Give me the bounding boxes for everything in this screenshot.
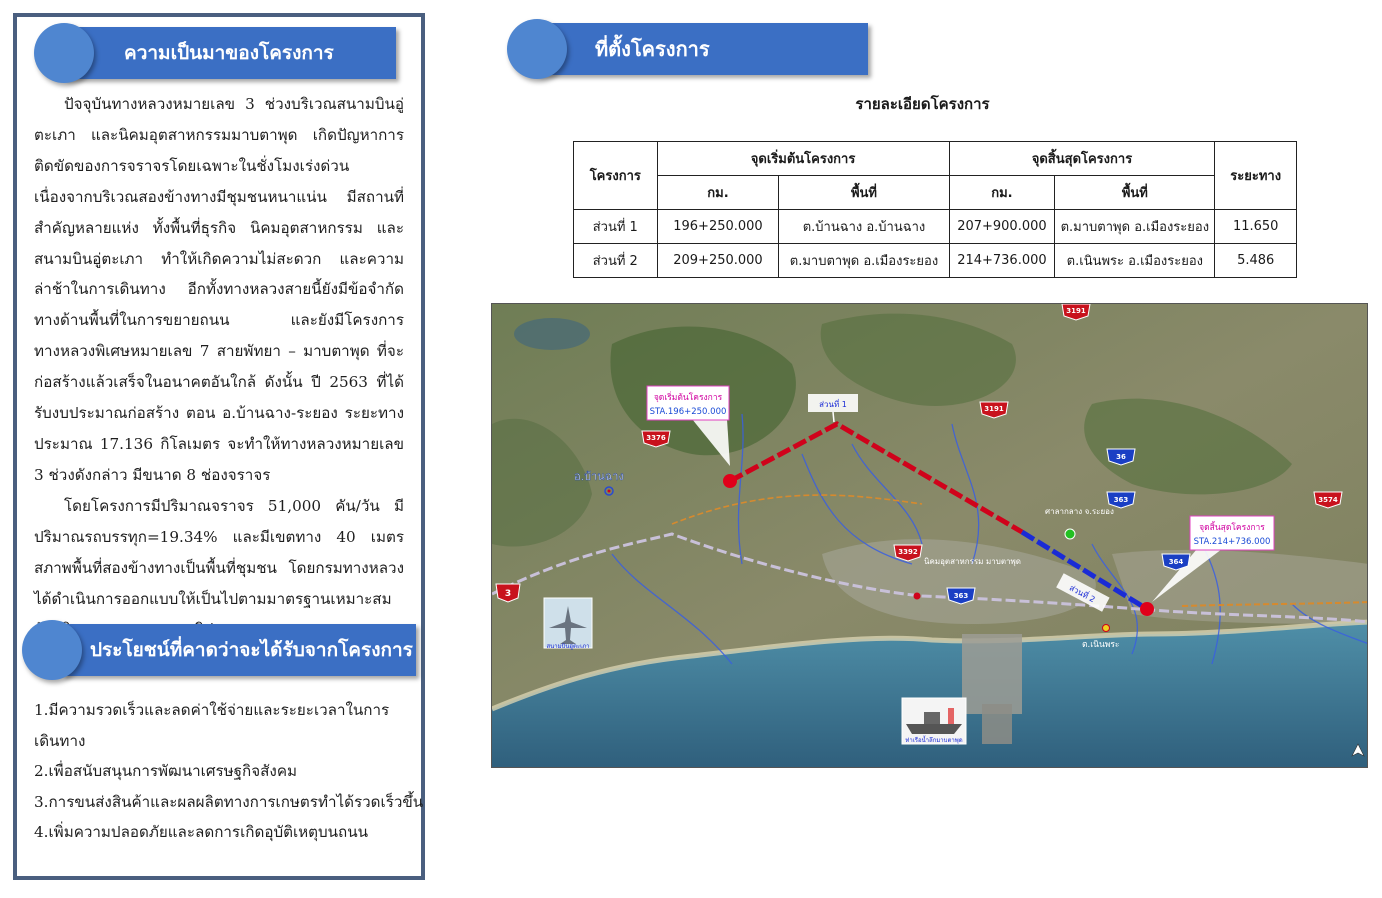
background-section-header [34,27,396,79]
background-paragraph-2: โดยโครงการมีปริมาณจราจร 51,000 คัน/วัน มีปริมาณรถบรรทุก=19.34% และมีเขตทาง 40 เมตร สภาพพื้นที่สองข้างทางเป็นพื้นที่ชุมชน โดยกรมทางหลวงได้ดำเนินการออกแบบให้เป็นไปตามมาตรฐานเหมาะสม [34,496,404,608]
airport-label: สนามบินอู่ตะเภา [546,643,590,650]
end-callout-title: จุดสิ้นสุดโครงการ [1199,523,1265,533]
background-paragraph-1: ปัจจุบันทางหลวงหมายเลข 3 ช่วงบริเวณสนามบินอู่ตะเภา และนิคมอุตสาหกรรมมาบตาพุด เกิดปัญหาการติดขัดของการจราจรโดยเฉพาะในชั่งโมงเร่งด่วน เนื่องจากบริเวณสองข้างทางมีชุมชนหนาแน่น มีสถานที่สำคัญหลายแห่ง ทั้งพื้นที่ธุรกิจ นิคมอุตสาหกรรม และสนามบินอู่ตะเภา ทำให้เกิดความไม่สะดวก และความล่าช้าในการเดินทาง อีกทั้งทางหลวงสายนี้ยังมีข้อจำกัดทางด้านพื้นที่ในการขยายถนน และยังมีโครงการทางหลวงพิเศษหมายเลข 7 สายพัทยา – มาบตาพุด ที่จะก่อสร้างแล้วเสร็จในอนาคตอันใกล้ ดังนั้น ปี 2563 ที่ได้รับงบประมาณก่อสร้าง ตอน อ.บ้านฉาง-ระยอง ระยะทางประมาณ 17.136 กิโลเมตร จะทำให้ทางหลวงหมายเลข 3 ช่วงดังกล่าว มีขนาด 8 ช่องจราจร [34,95,404,484]
header-start: จุดเริ่มต้นโครงการ [657,142,949,176]
svg-text:3191: 3191 [1066,307,1086,315]
benefits-list [34,695,424,848]
cell-start-km: 196+250.000 [657,210,779,244]
table-header-row-2 [574,176,1297,210]
svg-text:36: 36 [1116,453,1126,461]
table-caption: รายละเอียดโครงการ [855,95,990,113]
header-end-area: พื้นที่ [1055,176,1215,210]
header-start-km: กม. [657,176,779,210]
port-label: ท่าเรือน้ำลึกมาบตาพุด [905,737,963,744]
cell-distance: 11.650 [1215,210,1297,244]
benefit-item-4: 4.เพิ่มความปลอดภัยและลดการเกิดอุบัติเหตุบนถนน [34,823,368,841]
header-start-area: พื้นที่ [779,176,949,210]
svg-text:3574: 3574 [1318,496,1338,504]
background-section-title: ความเป็นมาของโครงการ [124,42,334,64]
end-point-marker [1140,602,1154,616]
cell-part: ส่วนที่ 2 [574,244,658,278]
svg-text:363: 363 [1113,496,1129,504]
cell-end-km: 207+900.000 [949,210,1055,244]
benefit-item-2: 2.เพื่อสนับสนุนการพัฒนาเศรษฐกิจสังคม [34,762,297,780]
cell-start-area: ต.บ้านฉาง อ.บ้านฉาง [779,210,949,244]
benefit-item-3: 3.การขนส่งสินค้าและผลผลิตทางการเกษตรทำได้รวดเร็วขึ้น [34,792,424,811]
cell-start-km: 209+250.000 [657,244,779,278]
background-body [34,89,404,645]
place-noenphra: ต.เนินพระ [1082,640,1120,650]
place-industrial: นิคมอุตสาหกรรม มาบตาพุด [924,557,1021,566]
benefit-item-1: 1.มีความรวดเร็วและลดค่าใช้จ่ายและระยะเวลาในการเดินทาง [34,701,390,750]
header-end: จุดสิ้นสุดโครงการ [949,142,1215,176]
svg-text:3: 3 [504,589,512,599]
header-project: โครงการ [574,142,658,210]
cell-part: ส่วนที่ 1 [574,210,658,244]
table-row [574,244,1297,278]
place-banchang: อ.บ้านฉาง [574,470,624,483]
cell-end-area: ต.เนินพระ อ.เมืองระยอง [1055,244,1215,278]
location-section-header [507,23,868,75]
svg-text:364: 364 [1168,558,1184,566]
end-callout-sta: STA.214+736.000 [1193,537,1271,547]
table-header-row-1 [574,142,1297,176]
cell-end-area: ต.มาบตาพุด อ.เมืองระยอง [1055,210,1215,244]
header-end-km: กม. [949,176,1055,210]
svg-text:3376: 3376 [646,434,666,442]
project-detail-table [573,141,1297,278]
svg-text:3392: 3392 [898,548,918,556]
header-distance: ระยะทาง [1215,142,1297,210]
place-salaklang: ศาลากลาง จ.ระยอง [1045,507,1114,516]
benefits-section-title: ประโยชน์ที่คาดว่าจะได้รับจากโครงการ [90,639,413,661]
start-callout-sta: STA.196+250.000 [649,407,727,417]
start-callout-title: จุดเริ่มต้นโครงการ [653,393,723,403]
svg-text:363: 363 [953,592,969,600]
table-row [574,210,1297,244]
cell-distance: 5.486 [1215,244,1297,278]
svg-text:3191: 3191 [984,405,1004,413]
cell-start-area: ต.มาบตาพุด อ.เมืองระยอง [779,244,949,278]
part-2-label: ส่วนที่ 2 [1067,583,1097,605]
project-location-map [491,303,1368,768]
part-1-label: ส่วนที่ 1 [819,400,847,409]
location-section-title: ที่ตั้งโครงการ [595,37,710,61]
cell-end-km: 214+736.000 [949,244,1055,278]
benefits-section-header [22,624,416,676]
start-point-marker [723,474,737,488]
